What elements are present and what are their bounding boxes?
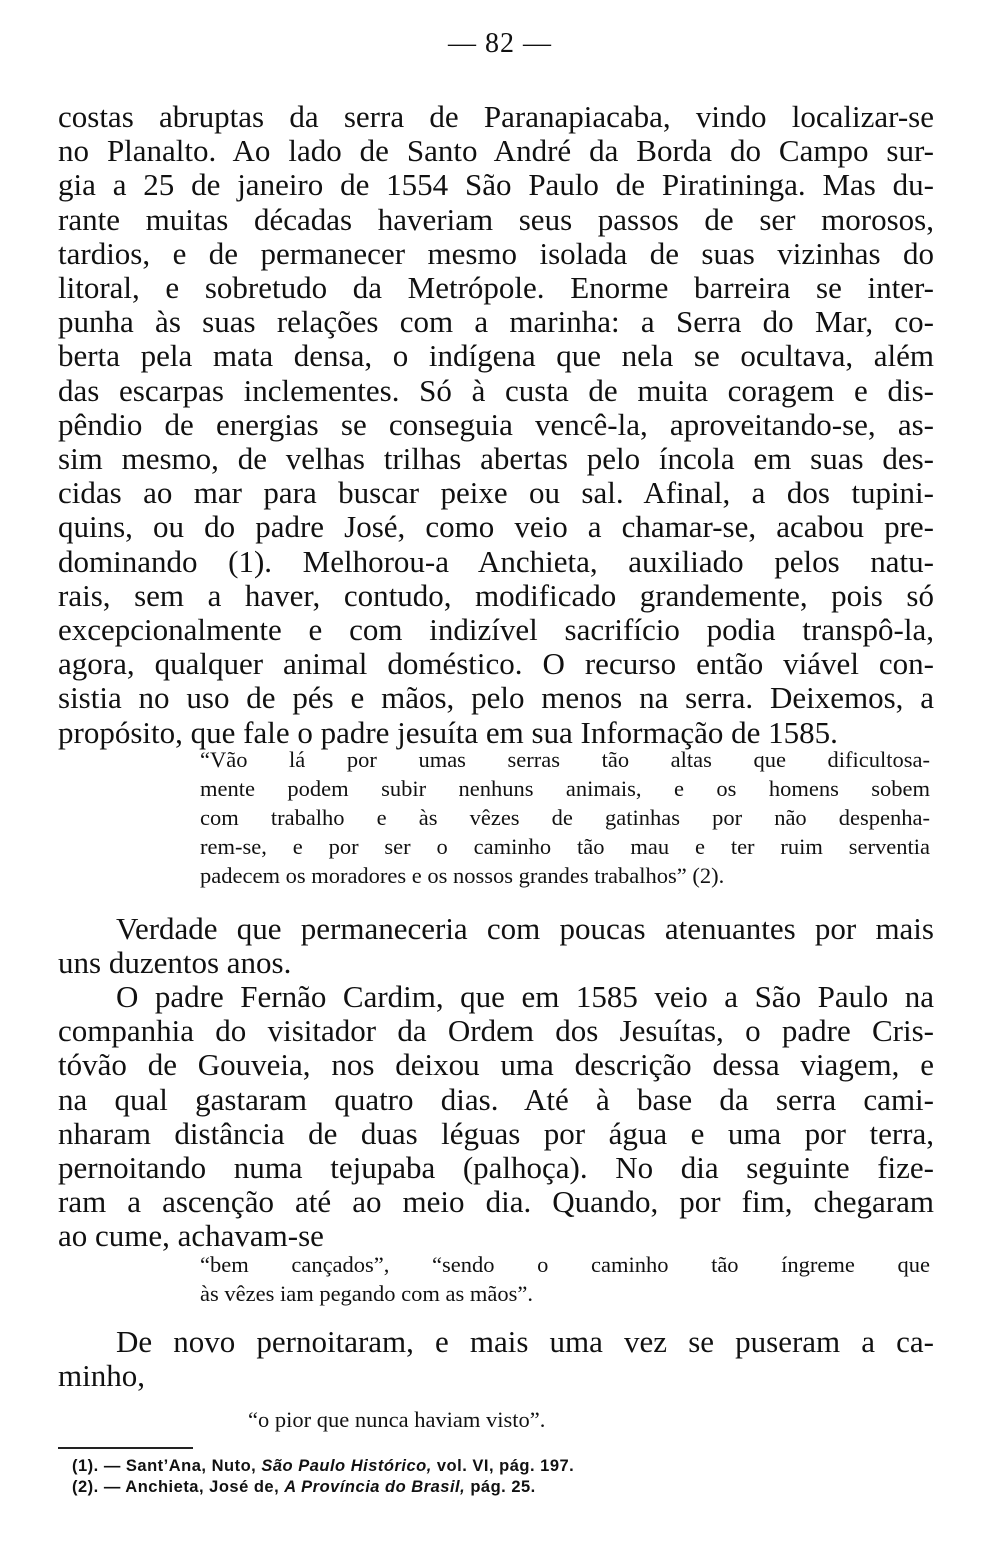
footnote-1 [72, 1456, 574, 1477]
quote-line: “Vão lá por umas serras tão altas que dificultosa- [200, 747, 930, 772]
text-line: costas abruptas da serra de Paranapiacaba, vindo localizar-se [58, 99, 934, 134]
text-line: nharam distância de duas léguas por água e uma por terra, [58, 1115, 934, 1151]
text-line: minho, [58, 1358, 145, 1394]
paragraph-pernoitaram [58, 1325, 934, 1393]
footnote-author: — Sant’Ana, Nuto, [98, 1457, 262, 1475]
text-line: ram a ascenção até ao meio dia. Quando, por fim, chegaram [58, 1184, 934, 1220]
text-line: gia a 25 de janeiro de 1554 São Paulo de Piratininga. Mas du- [58, 167, 934, 203]
text-line: dominando (1). Melhorou-a Anchieta, auxiliado pelos natu- [58, 543, 934, 579]
paragraph-cardim [58, 980, 934, 1254]
footnote-title: A Província do Brasil, [284, 1478, 466, 1496]
footnotes [72, 1456, 574, 1498]
text-line: agora, qualquer animal doméstico. O recurso então viável con- [58, 646, 934, 682]
text-line: sim mesmo, de velhas trilhas abertas pelo íncola em suas des- [58, 441, 934, 477]
text-line: sistia no uso de pés e mãos, pelo menos na serra. Deixemos, a [58, 680, 934, 716]
footnote-title: São Paulo Histórico, [261, 1457, 432, 1475]
text-line: tardios, e de permanecer mesmo isolada de suas vizinhas do [58, 235, 934, 271]
text-line: pernoitando numa tejupaba (palhoça). No dia seguinte fize- [58, 1150, 934, 1186]
text-line: punha às suas relações com a marinha: a Serra do Mar, co- [58, 304, 934, 340]
text-line: rante muitas décadas haveriam seus passos de ser morosos, [58, 201, 934, 237]
text-line: berta pela mata densa, o indígena que nela se ocultava, além [58, 338, 934, 374]
text-line: pêndio de energias se conseguia vencê-la, aproveitando-se, as- [58, 406, 934, 442]
footnote-marker: (2). [72, 1478, 99, 1496]
text-line: rais, sem a haver, contudo, modificado grandemente, pois só [58, 577, 934, 613]
text-line: excepcionalmente e com indizível sacrifício podia transpô-la, [58, 612, 934, 648]
footnote-detail: vol. VI, pág. 197. [431, 1457, 575, 1475]
footnote-detail: pág. 25. [465, 1478, 536, 1496]
block-quote-cancados [200, 1250, 930, 1308]
quote-line: “o pior que nunca haviam visto”. [248, 1407, 546, 1432]
footnote-2 [72, 1477, 574, 1498]
text-line: De novo pernoitaram, e mais uma vez se puseram a ca- [116, 1324, 934, 1359]
text-line: propósito, que fale o padre jesuíta em sua Informação de 1585. [58, 714, 838, 750]
text-line: na qual gastaram quatro dias. Até à base da serra cami- [58, 1081, 934, 1117]
footnote-author: — Anchieta, José de, [98, 1478, 285, 1496]
text-line: O padre Fernão Cardim, que em 1585 veio a São Paulo na [116, 979, 934, 1014]
paragraph-verdade [58, 912, 934, 980]
text-line: ao cume, achavam-se [58, 1218, 324, 1254]
quote-line: “bem cançados”, “sendo o caminho tão íngreme que [200, 1252, 930, 1277]
text-line: cidas ao mar para buscar peixe ou sal. Afinal, a dos tupini- [58, 475, 934, 511]
footnote-marker: (1). [72, 1457, 99, 1475]
text-line: no Planalto. Ao lado de Santo André da Borda do Campo sur- [58, 133, 934, 169]
quote-line: com trabalho e às vêzes de gatinhas por não despenha- [200, 805, 930, 830]
quote-line: rem-se, e por ser o caminho tão mau e ter ruim serventia [200, 834, 930, 859]
text-line: companhia do visitador da Ordem dos Jesuítas, o padre Cris- [58, 1013, 934, 1049]
quote-line: padecem os moradores e os nossos grandes trabalhos” (2). [200, 863, 725, 888]
quote-line: mente podem subir nenhuns animais, e os homens sobem [200, 776, 930, 801]
text-line: das escarpas inclementes. Só à custa de muita coragem e dis- [58, 372, 934, 408]
text-line: tóvão de Gouveia, nos deixou uma descrição dessa viagem, e [58, 1047, 934, 1083]
page-number: — 82 — [448, 28, 552, 59]
text-line: quins, ou do padre José, como veio a chamar-se, acabou pre- [58, 509, 934, 545]
text-line: uns duzentos anos. [58, 945, 292, 981]
main-paragraph [58, 100, 934, 750]
block-quote-anchieta [200, 745, 930, 890]
quote-line: às vêzes iam pegando com as mãos”. [200, 1281, 534, 1306]
block-quote-pior [248, 1405, 978, 1434]
text-line: Verdade que permaneceria com poucas atenuantes por mais [116, 911, 934, 946]
text-line: litoral, e sobretudo da Metrópole. Enorme barreira se inter- [58, 270, 934, 306]
footnote-divider [58, 1447, 193, 1449]
